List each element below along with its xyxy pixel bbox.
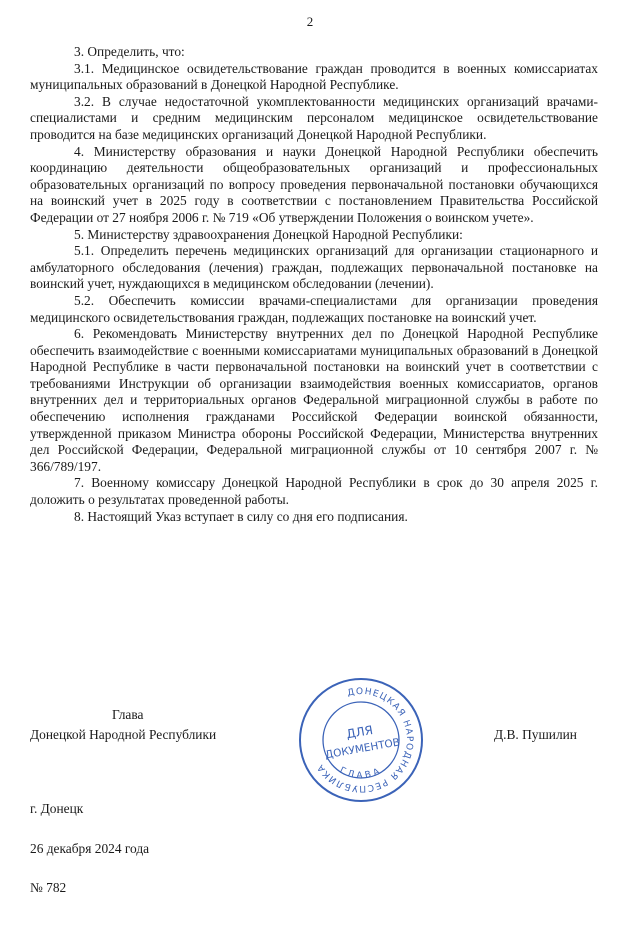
- paragraph-3-1: 3.1. Медицинское освидетельствование граждан проводится в военных комиссариатах муниципальных образований в Донецкой Народной Республике.: [30, 60, 598, 93]
- signature-organization: Донецкой Народной Республики: [30, 727, 217, 742]
- signature-title: Глава: [112, 707, 144, 722]
- paragraph-8: 8. Настоящий Указ вступает в силу со дня его подписания.: [74, 508, 408, 524]
- official-seal: [297, 676, 425, 804]
- paragraph-7: 7. Военному комиссару Донецкой Народной Республики в срок до 30 апреля 2025 г. доложить о результатах проведенной работы.: [30, 475, 598, 508]
- signatory-name: Д.В. Пушилин: [494, 727, 577, 742]
- signing-date: 26 декабря 2024 года: [30, 841, 150, 856]
- paragraph-4: 4. Министерству образования и науки Донецкой Народной Республики обеспечить координацию деятельности общеобразовательных организаций и профессиональных образовательных организаций по вопросу проведения первоначальной постановки обучающихся на воинский учет в 2025 году в соответствии с постановлением Правительства Российской Федерации от 27 ноября 2006 г. № 719 «Об утверждении Положения о воинском учете».: [30, 143, 598, 225]
- paragraph-6: 6. Рекомендовать Министерству внутренних дел по Донецкой Народной Республике обеспечить взаимодействие с военными комиссариатами муниципальных образований в Донецкой Народной Республике в части первоначальной постановки на воинский учет в соответствии с требованиями Инструкции об организации взаимодействия военных комиссариатов, органов внутренних дел и территориальных органов Федеральной миграционной службы в работе по обеспечению исполнения гражданами Российской Федерации воинской обязанности, утвержденной приказом Министра обороны Российской Федерации, Министерства внутренних дел Российской Федерации, Федеральной миграционной службы от 10 сентября 2007 г. № 366/789/197.: [30, 326, 598, 474]
- seal-center-line1: ДЛЯ: [345, 722, 374, 742]
- paragraph-5-1: 5.1. Определить перечень медицинских организаций для организации стационарного и амбулаторного обследования (лечения) граждан, подлежащих первоначальной постановке на воинский учет, нуждающихся в медицинском обследовании (лечении).: [30, 243, 598, 292]
- paragraph-5: 5. Министерству здравоохранения Донецкой Народной Республики:: [74, 226, 463, 242]
- paragraph-5-2: 5.2. Обеспечить комиссии врачами-специалистами для организации проведения медицинского освидетельствования граждан, подлежащих постановке на воинский учет.: [30, 292, 598, 325]
- seal-outer-ring: [300, 679, 422, 801]
- seal-bottom-text: ГЛАВА: [337, 765, 385, 782]
- decree-body: [30, 44, 598, 525]
- seal-ring-text: ДОНЕЦКАЯ НАРОДНАЯ РЕСПУБЛИКА: [315, 686, 415, 794]
- paragraph-3: 3. Определить, что:: [74, 44, 185, 59]
- paragraph-3-2: 3.2. В случае недостаточной укомплектованности медицинских организаций врачами-специалистами и средним медицинским персоналом медицинское освидетельствование проводится на базе медицинских организаций Донецкой Народной Республики.: [30, 93, 598, 142]
- decree-number: № 782: [30, 880, 67, 895]
- seal-center-line2: ДОКУМЕНТОВ: [324, 736, 401, 762]
- place-of-signing: г. Донецк: [30, 801, 84, 816]
- page-number: 2: [306, 14, 314, 29]
